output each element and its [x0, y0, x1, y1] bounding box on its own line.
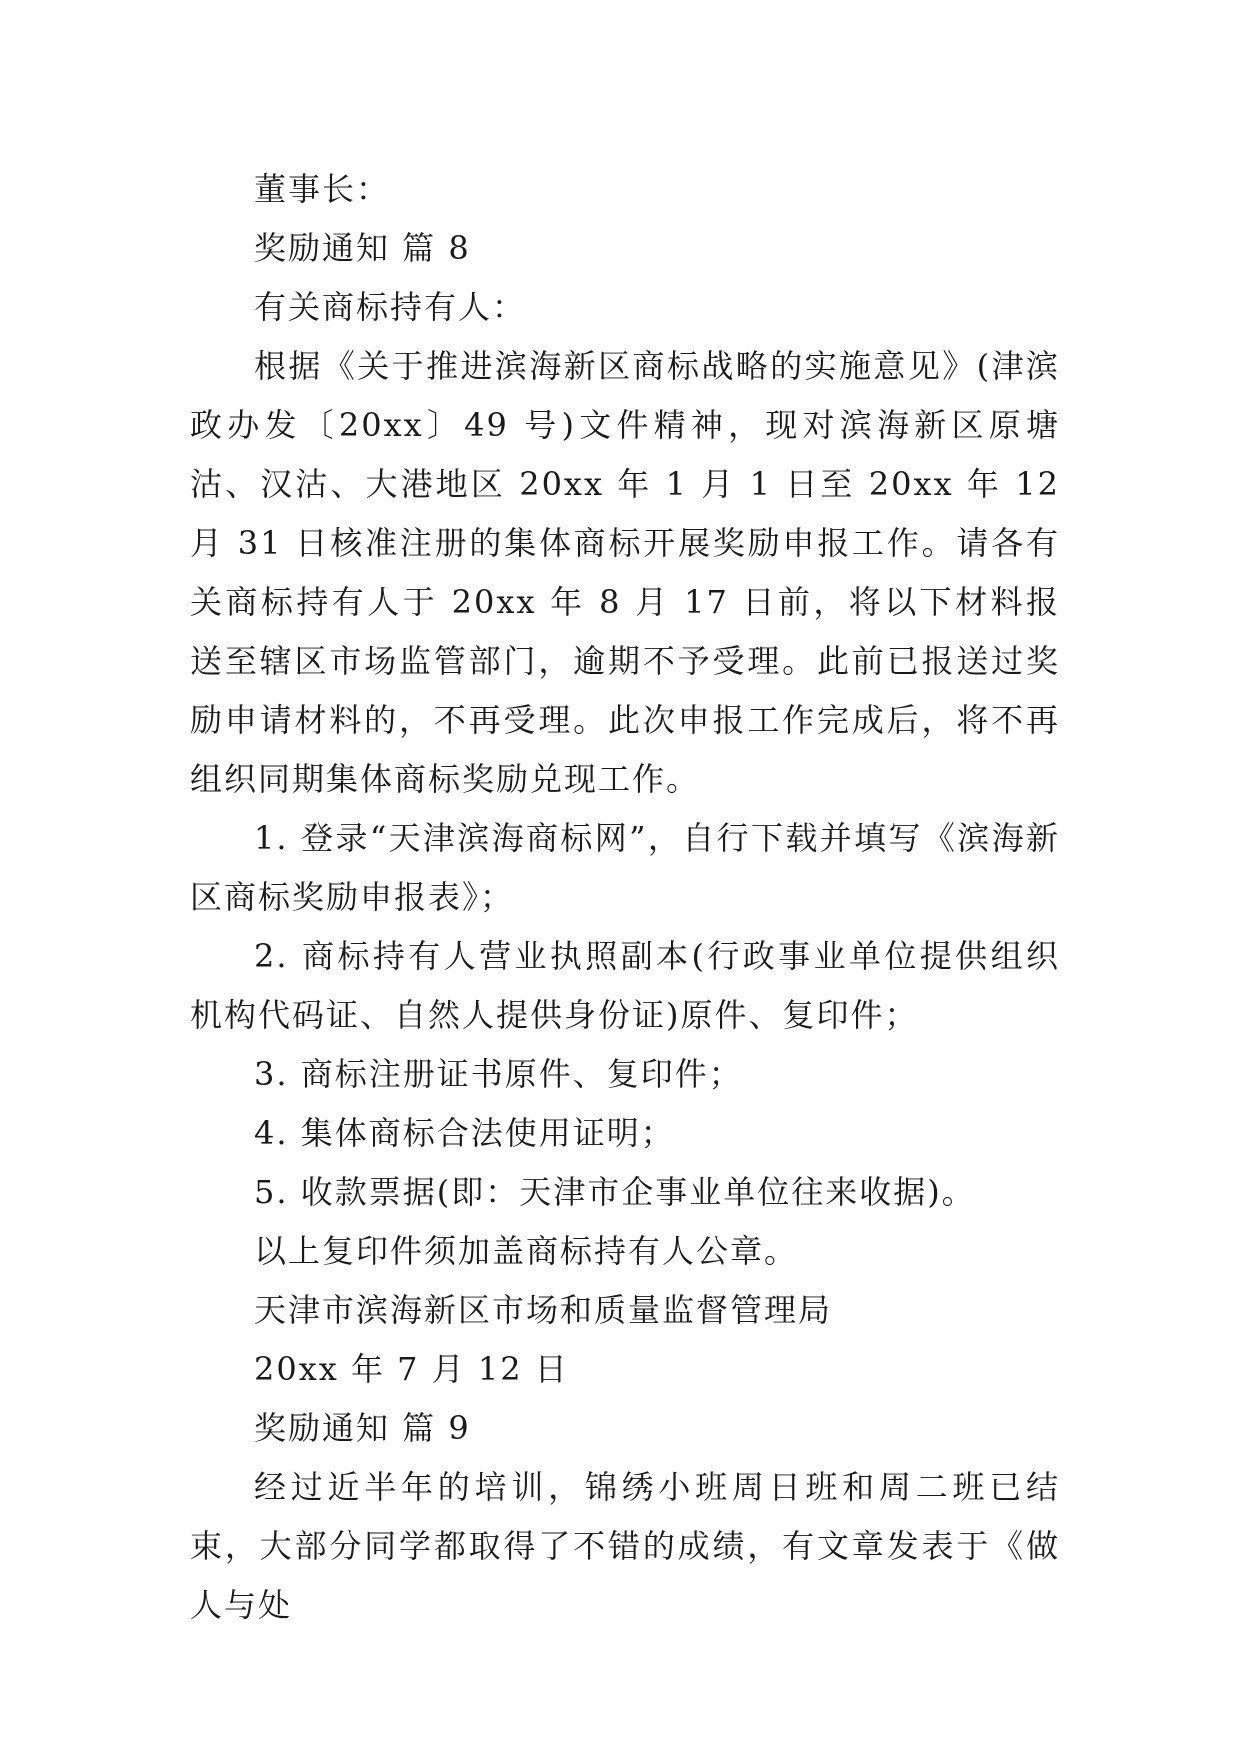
- section-9-body-paragraph: 经过近半年的培训，锦绣小班周日班和周二班已结束，大部分同学都取得了不错的成绩，有文章发表于《做人与处: [190, 1468, 1060, 1624]
- section-heading-9: 奖励通知 篇 9: [254, 1409, 471, 1447]
- list-item-3: 3. 商标注册证书原件、复印件；: [254, 1055, 743, 1093]
- issuer-name: 天津市滨海新区市场和质量监督管理局: [254, 1291, 833, 1329]
- list-item-5: 5. 收款票据(即：天津市企事业单位往来收据)。: [254, 1173, 976, 1211]
- issue-date: 20xx 年 7 月 12 日: [254, 1350, 569, 1388]
- section-heading-8: 奖励通知 篇 8: [254, 229, 471, 267]
- notice-body-paragraph: 根据《关于推进滨海新区商标战略的实施意见》(津滨政办发〔20xx〕49 号)文件精神，现对滨海新区原塘沽、汉沽、大港地区 20xx 年 1 月 1 日至 20xx 年 12 月 31 日核准注册的集体商标开展奖励申报工作。请各有关商标持有人于 20xx 年 8 月 17 日前，将以下材料报送至辖区市场监管部门，逾期不予受理。此前已报送过奖励申请材料的，不再受理。此次申报工作完成后，将不再组织同期集体商标奖励兑现工作。: [190, 347, 1060, 798]
- list-item-4: 4. 集体商标合法使用证明；: [254, 1114, 675, 1152]
- list-item-2: 2. 商标持有人营业执照副本(行政事业单位提供组织机构代码证、自然人提供身份证)原件、复印件；: [190, 937, 1060, 1034]
- document-page: [190, 160, 1060, 1635]
- recipient-line: 有关商标持有人：: [254, 288, 527, 326]
- seal-note: 以上复印件须加盖商标持有人公章。: [254, 1232, 799, 1270]
- list-item-1: 1. 登录“天津滨海商标网”，自行下载并填写《滨海新区商标奖励申报表》；: [190, 819, 1060, 916]
- salutation-chairman: 董事长：: [254, 170, 391, 208]
